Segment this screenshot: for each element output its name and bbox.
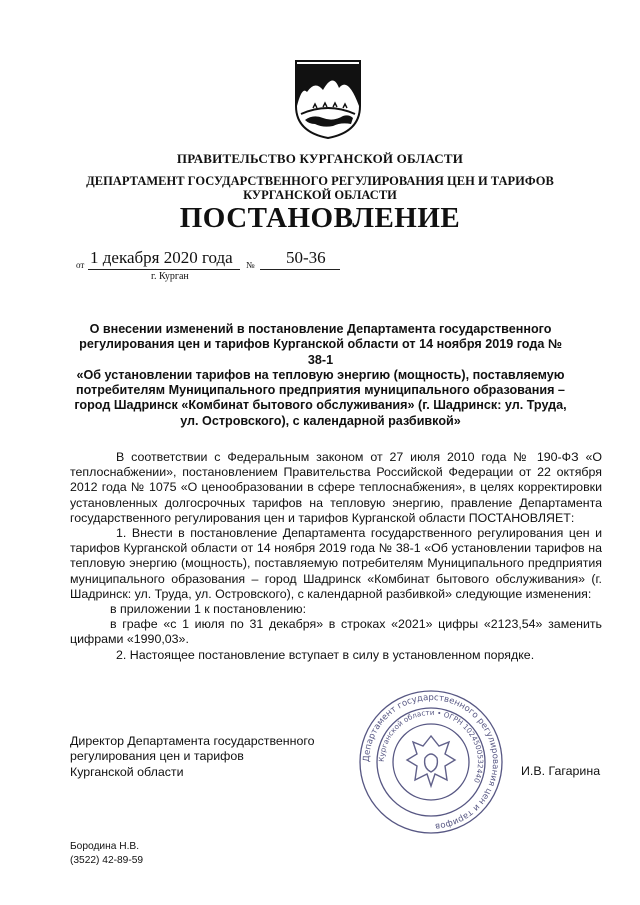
handwritten-number: 50-36 xyxy=(286,248,326,267)
body-paragraph-change: в графе «с 1 июля по 31 декабря» в строках «2021» цифры «2123,54» заменить цифрами «1990,03». xyxy=(70,617,602,647)
department-title xyxy=(60,174,580,202)
signatory-name: И.В. Гагарина xyxy=(521,764,601,778)
subject-line: ул. Островского), с календарной разбивкой» xyxy=(180,413,461,428)
date-underline xyxy=(88,269,240,270)
subject-line: О внесении изменений в постановление Департамента государственного xyxy=(89,322,552,336)
signatory-position xyxy=(70,734,315,780)
number-underline xyxy=(260,269,340,270)
signatory-position-line: Курганской области xyxy=(70,764,184,779)
signatory-position-line: регулирования цен и тарифов xyxy=(70,749,244,764)
executor-name: Бородина Н.В. xyxy=(70,841,140,852)
signatory-position-line: Директор Департамента государственного xyxy=(70,734,315,748)
body-paragraph-preamble: В соответствии с Федеральным законом от 27 июля 2010 года № 190-ФЗ «О теплоснабжении», постановлением Правительства Российской Федерации от 22 октября 2012 года № 1075 «О ценообразовании в сфере теплоснабжения», в целях корректировки установленных долгосрочных тарифов на тепловую энергию, правление Департамента государственного регулирования цен и тарифов Курганской области ПОСТАНОВЛЯЕТ: xyxy=(70,450,602,525)
body-paragraph-item-1: 1. Внести в постановление Департамента государственного регулирования цен и тарифов Курганской области от 14 ноября 2019 года № 38-1 «Об установлении тарифов на тепловую энергию (мощность), поставляемую потребителям Муниципального предприятия муниципального образования – город Шадринск «Комбинат бытового обслуживания» (г. Шадринск: ул. Труда, ул. Островского), с календарной разбивкой» следующие изменения: xyxy=(70,526,602,601)
document-body xyxy=(70,450,602,663)
department-title-line-2: КУРГАНСКОЙ ОБЛАСТИ xyxy=(243,188,397,202)
body-paragraph-item-2: 2. Настоящее постановление вступает в силу в установленном порядке. xyxy=(116,647,535,662)
subject-line: регулирования цен и тарифов Курганской области от 14 ноября 2019 года № 38-1 xyxy=(79,337,562,367)
department-title-line-1: ДЕПАРТАМЕНТ ГОСУДАРСТВЕННОГО РЕГУЛИРОВАНИЯ ЦЕН И ТАРИФОВ xyxy=(86,174,554,188)
body-paragraph-appendix: в приложении 1 к постановлению: xyxy=(110,602,307,617)
executor-info xyxy=(70,840,143,867)
document-type-title: ПОСТАНОВЛЕНИЕ xyxy=(179,202,461,234)
subject-line: потребителям Муниципального предприятия муниципального образования – xyxy=(76,383,565,398)
number-label: № xyxy=(246,260,255,270)
official-seal-icon xyxy=(357,688,505,836)
government-title: ПРАВИТЕЛЬСТВО КУРГАНСКОЙ ОБЛАСТИ xyxy=(176,151,464,166)
dateline xyxy=(76,248,376,272)
handwritten-date: 1 декабря 2020 года xyxy=(90,248,233,267)
svg-text:Курганской области • ОГРН 1024: Курганской области • ОГРН 1024500532440 xyxy=(376,707,486,785)
subject-line: город Шадринск «Комбинат бытового обслуживания» (г. Шадринск: ул. Труда, xyxy=(74,398,567,413)
city-label: г. Курган xyxy=(151,271,189,282)
document-subject xyxy=(74,322,567,429)
executor-phone: (3522) 42-89-59 xyxy=(70,854,144,866)
subject-line: «Об установлении тарифов на тепловую энергию (мощность), поставляемую xyxy=(76,367,565,382)
svg-text:Департамент государственного р: Департамент государственного регулирования цен и тарифов xyxy=(361,692,501,831)
coat-of-arms-icon xyxy=(293,58,363,140)
date-from-label: от xyxy=(76,260,85,270)
